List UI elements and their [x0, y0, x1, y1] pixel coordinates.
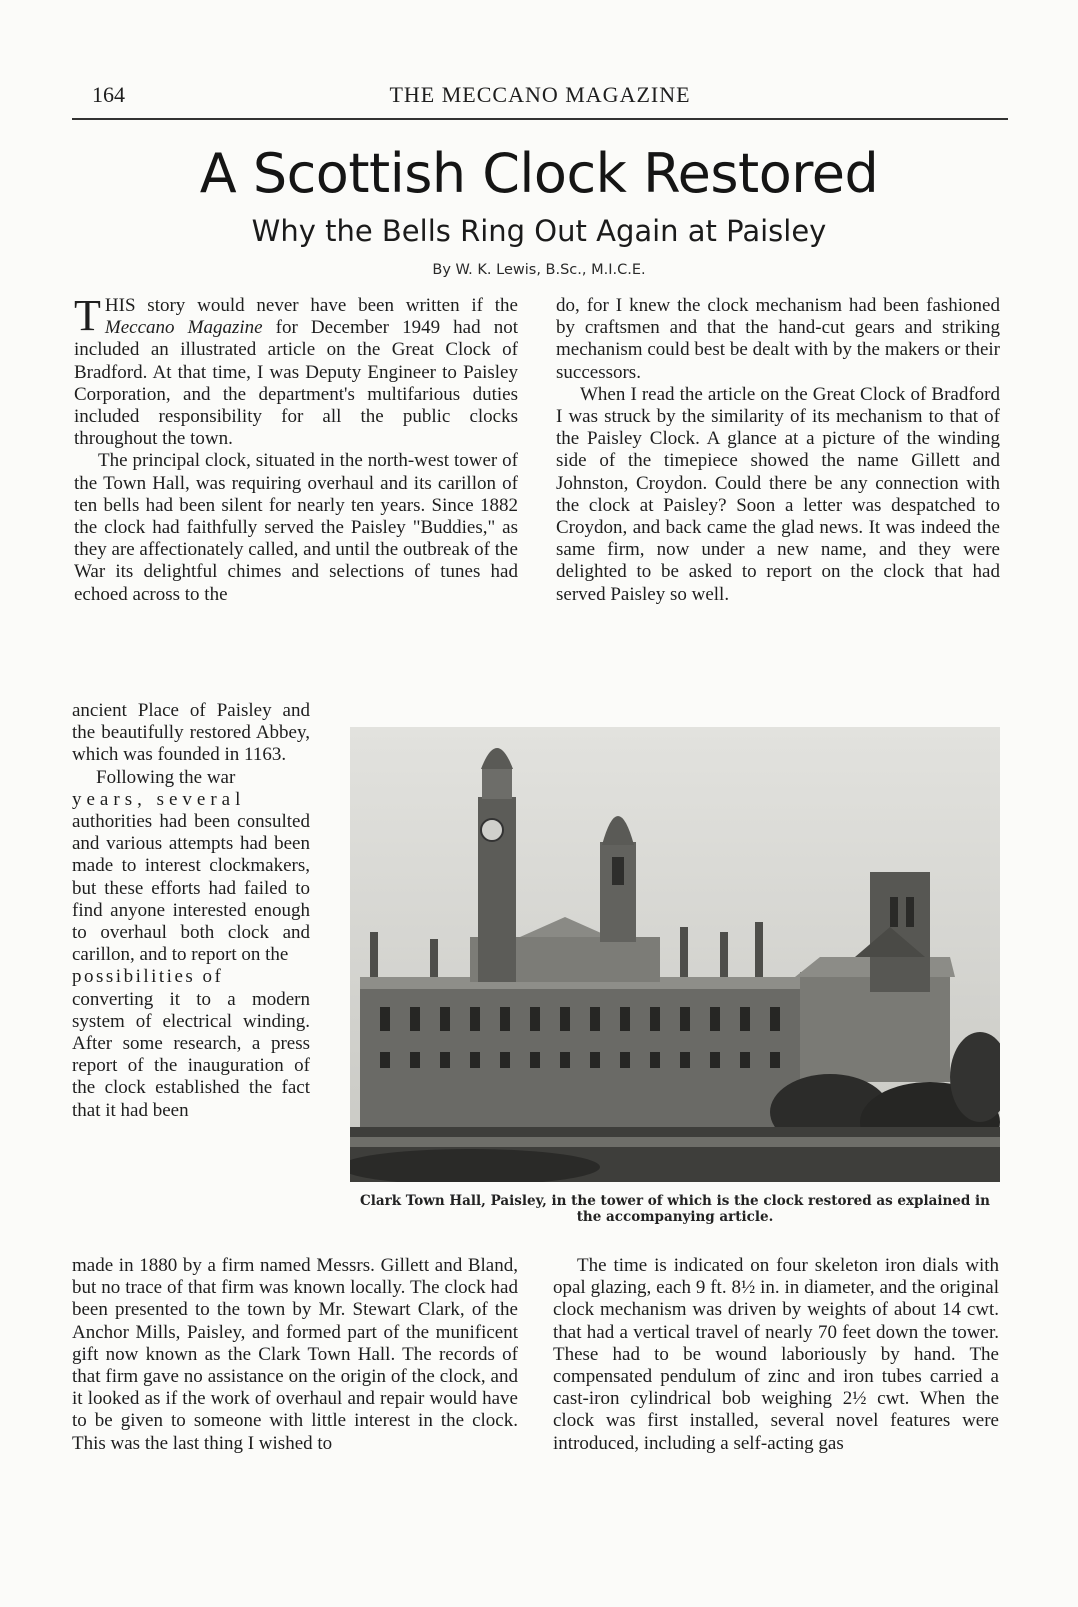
paragraph-dials: The time is indicated on four skeleton iron dials with opal glazing, each 9 ft. 8½ in. in diameter, and the original clock mechanism was driven by weights of about 14 cwt. that had a vertical travel of nearly 70 feet down the tower. These had to be wound laboriously by hand. The compensated pendulum of zinc and iron tubes carried a cast-iron cylindrical bob weighing 2½ cwt. When the clock was first installed, several novel features were introduced, including a self-acting gas: [553, 1255, 999, 1454]
article-title: A Scottish Clock Restored: [199, 142, 879, 205]
drop-cap: T: [74, 291, 101, 340]
byline: By W. K. Lewis, B.Sc., M.I.C.E.: [432, 262, 646, 278]
text-run: converting it to a modern system of electrical winding. After some research, a press report of the inauguration of the clock established the fact that it had been: [72, 988, 310, 1121]
town-hall-photo: [350, 727, 1000, 1182]
text-run: Following the war: [96, 766, 236, 788]
text-run: authorities had been consulted and various attempts had been made to interest clockmakers, but these efforts had failed to find anyone interested enough to overhaul both clock and carillon, and to report on the: [72, 811, 310, 966]
column-narrow: [72, 700, 310, 1122]
column-left-bottom: [72, 1255, 518, 1455]
page-header: [72, 82, 1008, 120]
paragraph-principal-clock: The principal clock, situated in the north-west tower of the Town Hall, was requiring overhaul and its carillon of ten bells had been silent for nearly ten years. Since 1882 the clock had faithfully served the Paisley "Buddies," as they are affectionately called, and until the outbreak of the War its delightful chimes and selections of tunes had echoed across to the: [74, 450, 518, 605]
text-run: years, several: [72, 788, 246, 810]
paragraph-postwar: [72, 767, 310, 1122]
photo-caption: Clark Town Hall, Paisley, in the tower of which is the clock restored as explained in the accompanying article.: [360, 1193, 990, 1225]
page-number: 164: [92, 82, 125, 107]
paragraph-bradford: When I read the article on the Great Clock of Bradford I was struck by the similarity of its mechanism to that of the Paisley Clock. A glance at a picture of the winding side of the timepiece showed the name Gillett and Johnston, Croydon. Could there be any connection with the clock at Paisley? Soon a letter was despatched to Croydon, and back came the glad news. It was indeed the same firm, now under a new name, and they were delighted to be asked to report on the clock that had served Paisley so well.: [556, 383, 1000, 605]
column-right-bottom: [553, 1255, 999, 1455]
column-right-top: [556, 295, 1000, 606]
town-hall-illustration: [350, 727, 1000, 1182]
text-run: for December 1949 had not included an illustrated article on the Great Clock of Bradford. At that time, I was Deputy Engineer to Paisley Corporation, and the department's multifarious duties included responsibility for all the public clocks throughout the town.: [74, 317, 518, 450]
text-run: HIS story would never have been written if the: [104, 295, 518, 316]
column-left-top: [74, 291, 518, 606]
text-run: possibilities of: [72, 966, 224, 988]
paragraph-mechanism: do, for I knew the clock mechanism had been fashioned by craftsmen and that the hand-cut gears and striking mechanism could best be dealt with by the makers or their successors.: [556, 295, 1000, 383]
magazine-name-italic: Meccano Magazine: [104, 317, 263, 339]
paragraph-gillett-bland: made in 1880 by a firm named Messrs. Gillett and Bland, but no trace of that firm was known locally. The clock had been presented to the town by Mr. Stewart Clark, of the Anchor Mills, Paisley, and formed part of the munificent gift now known as the Clark Town Hall. The records of that firm gave no assistance on the origin of the clock, and it looked as if the work of overhaul and repair would have to be given to someone with little interest in the clock. This was the last thing I wished to: [72, 1255, 518, 1454]
article-subtitle: Why the Bells Ring Out Again at Paisley: [251, 214, 827, 248]
magazine-title: THE MECCANO MAGAZINE: [389, 82, 691, 107]
header-rule: [72, 118, 1008, 120]
paragraph-abbey: ancient Place of Paisley and the beautifully restored Abbey, which was founded in 1163.: [72, 700, 310, 766]
paragraph-intro: [74, 291, 518, 450]
